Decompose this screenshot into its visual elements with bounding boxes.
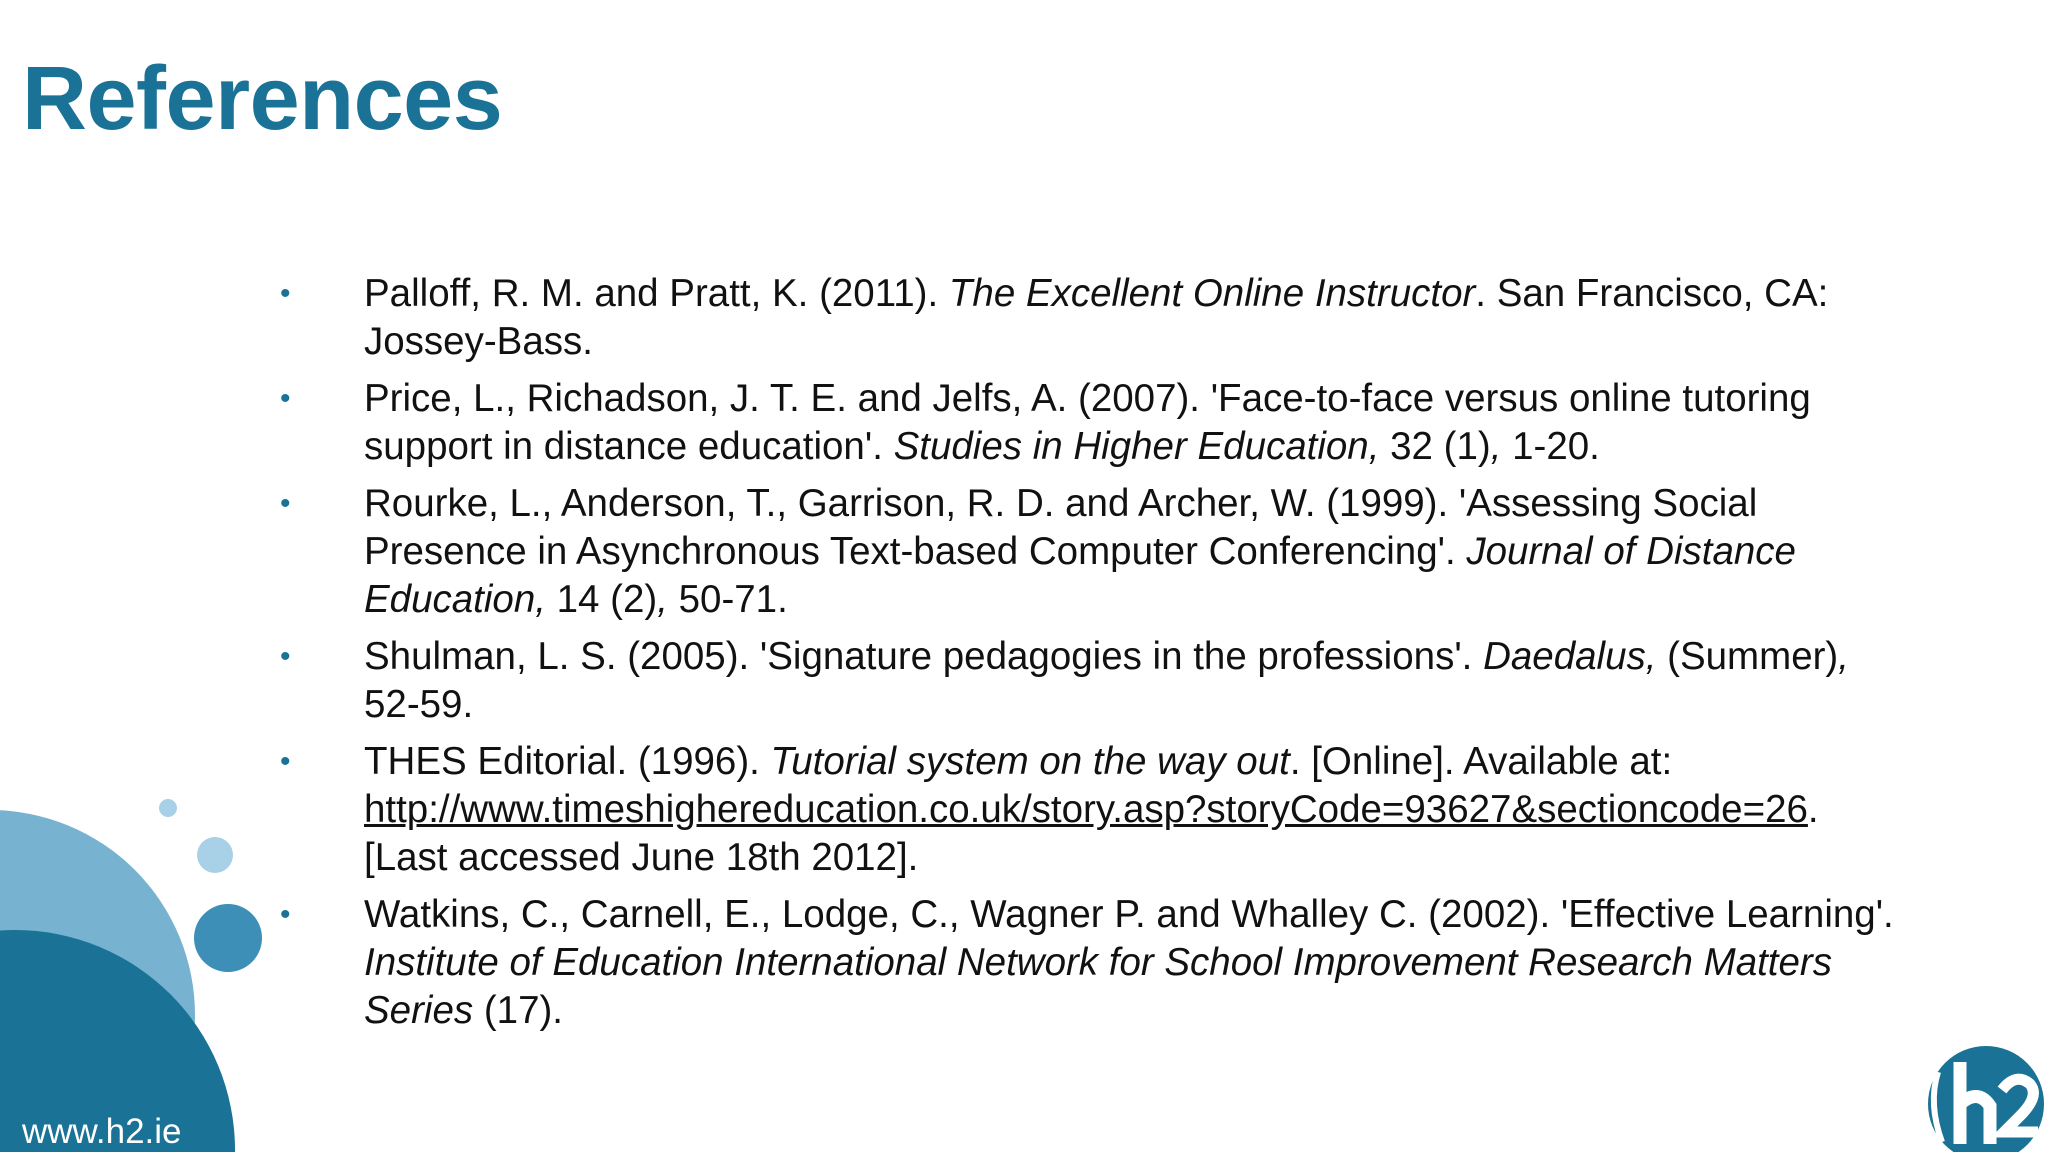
reference-italic-text: Studies in Higher Education, bbox=[893, 425, 1380, 468]
bullet-icon: • bbox=[280, 382, 291, 415]
reference-text: 50-71. bbox=[667, 578, 788, 621]
reference-text: (Summer) bbox=[1656, 635, 1839, 678]
reference-italic-text: Daedalus, bbox=[1483, 635, 1657, 678]
h2-logo bbox=[1898, 1032, 2048, 1152]
reference-italic-text: , bbox=[657, 578, 668, 621]
reference-text: 32 (1) bbox=[1379, 425, 1491, 468]
reference-item bbox=[280, 375, 1900, 471]
reference-italic-text: The Excellent Online Instructor bbox=[948, 272, 1476, 315]
reference-text: . [Online]. Available at: bbox=[1289, 740, 1673, 783]
reference-item bbox=[280, 633, 1900, 729]
reference-italic-text: Journal of Distance Education, bbox=[364, 530, 1796, 621]
decorative-circles bbox=[0, 760, 300, 1152]
reference-text: 52-59. bbox=[364, 683, 474, 726]
bullet-icon: • bbox=[280, 898, 291, 931]
reference-italic-text: , bbox=[1490, 425, 1502, 468]
reference-item bbox=[280, 270, 1900, 366]
reference-text: (17). bbox=[473, 989, 563, 1032]
reference-text: 1-20. bbox=[1501, 425, 1600, 468]
reference-italic-text: Institute of Education International Network for School Improvement Research Matters Series bbox=[364, 941, 1832, 1032]
bullet-icon: • bbox=[280, 277, 291, 310]
bullet-icon: • bbox=[280, 745, 291, 778]
reference-link[interactable]: http://www.timeshighereducation.co.uk/story.asp?storyCode=93627&sectioncode=26 bbox=[364, 788, 1808, 831]
reference-text: Shulman, L. S. (2005). 'Signature pedagogies in the professions'. bbox=[364, 635, 1484, 678]
reference-text: 14 (2) bbox=[545, 578, 658, 621]
reference-italic-text: Tutorial system on the way out bbox=[770, 740, 1290, 783]
reference-text: THES Editorial. (1996). bbox=[364, 740, 771, 783]
reference-item bbox=[280, 891, 1900, 1035]
bullet-icon: • bbox=[280, 640, 291, 673]
reference-text: Price, L., Richadson, J. T. E. and Jelfs, A. (2007). 'Face-to-face versus online tutoring support in distance education'. bbox=[364, 377, 1811, 468]
reference-italic-text: , bbox=[1838, 635, 1849, 678]
footer-url: www.h2.ie bbox=[22, 1112, 182, 1151]
reference-text: . San Francisco, CA: Jossey-Bass. bbox=[364, 272, 1829, 363]
bullet-icon: • bbox=[280, 487, 291, 520]
reference-text: Rourke, L., Anderson, T., Garrison, R. D. and Archer, W. (1999). 'Assessing Social Presence in Asynchronous Text-based Computer Conferencing'. bbox=[364, 482, 1758, 573]
reference-text: Palloff, R. M. and Pratt, K. (2011). bbox=[364, 272, 949, 315]
reference-list bbox=[280, 270, 1900, 1044]
reference-item bbox=[280, 738, 1900, 882]
reference-text: Watkins, C., Carnell, E., Lodge, C., Wagner P. and Whalley C. (2002). 'Effective Learning'. bbox=[364, 893, 1894, 936]
slide-title: References bbox=[22, 49, 503, 149]
reference-text: . [Last accessed June 18th 2012]. bbox=[364, 788, 1819, 879]
reference-item bbox=[280, 480, 1900, 624]
